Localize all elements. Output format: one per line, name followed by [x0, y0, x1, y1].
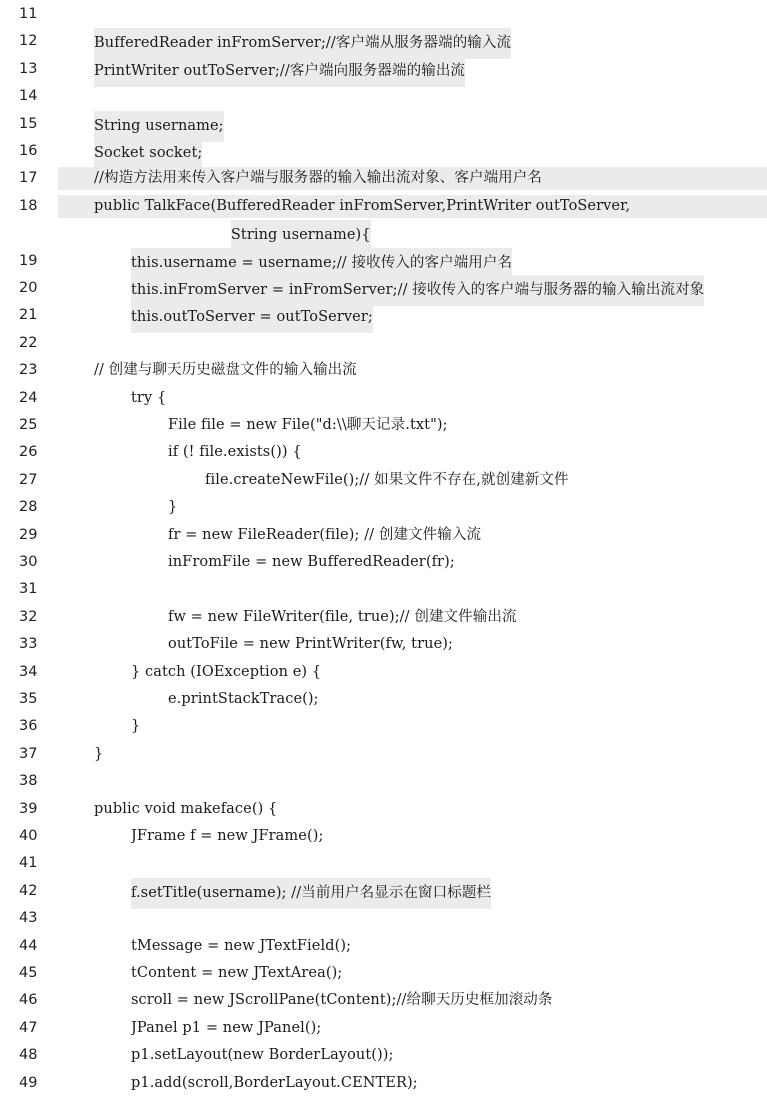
- line-number: 48: [19, 1047, 38, 1064]
- line-number: 38: [19, 773, 38, 790]
- code-line: [0, 275, 767, 302]
- line-number: 23: [19, 362, 38, 379]
- line-number: 42: [19, 882, 38, 899]
- line-number: 33: [19, 636, 38, 653]
- line-number: 46: [19, 992, 38, 1009]
- code-line: [0, 385, 767, 412]
- code-text: tContent = new JTextArea();: [131, 965, 343, 981]
- code-text: this.username = username;// 接收传入的客户端用户名: [131, 248, 512, 279]
- line-number: 22: [19, 334, 38, 351]
- code-line: [0, 768, 767, 795]
- line-number: 20: [19, 280, 38, 296]
- code-line: [0, 1042, 767, 1069]
- code-text: File file = new File("d:\\聊天记录.txt");: [168, 417, 448, 433]
- code-line: [0, 28, 767, 55]
- code-line: [0, 302, 767, 329]
- code-line: [0, 1070, 767, 1097]
- code-text: this.outToServer = outToServer;: [131, 302, 373, 333]
- code-line: [0, 1015, 767, 1042]
- line-number: 44: [19, 937, 38, 954]
- code-line: [0, 741, 767, 768]
- code-line: [0, 248, 767, 275]
- code-text: if (! file.exists()) {: [168, 444, 302, 461]
- code-text: f.setTitle(username); //当前用户名显示在窗口标题栏: [131, 878, 491, 909]
- line-number: 19: [19, 252, 38, 269]
- line-number: 30: [19, 554, 38, 570]
- code-line: [0, 1, 767, 28]
- line-number: 34: [19, 663, 38, 680]
- line-number: 43: [19, 910, 38, 927]
- line-number: 13: [19, 60, 38, 77]
- line-number: 14: [19, 88, 38, 105]
- line-number: 11: [19, 6, 38, 22]
- code-text: this.inFromServer = inFromServer;// 接收传入的客户端与服务器的输入输出流对象: [131, 275, 704, 306]
- line-number: 28: [19, 499, 38, 516]
- code-line: [0, 576, 767, 603]
- code-line: [0, 659, 767, 686]
- code-text: }: [131, 718, 141, 735]
- line-number: 25: [19, 417, 38, 433]
- code-text: try {: [131, 389, 167, 406]
- code-text: Socket socket;: [94, 138, 202, 169]
- code-text: outToFile = new PrintWriter(fw, true);: [168, 636, 453, 653]
- code-line: [0, 933, 767, 960]
- code-line: [0, 138, 767, 165]
- line-number: 40: [19, 828, 38, 844]
- code-text: fw = new FileWriter(file, true);// 创建文件输出流: [168, 608, 517, 625]
- code-line: [0, 960, 767, 987]
- line-number: 41: [19, 855, 38, 872]
- code-text: scroll = new JScrollPane(tContent);//给聊天历史框加滚动条: [131, 992, 553, 1009]
- line-number: 18: [19, 197, 38, 214]
- code-line: [0, 111, 767, 138]
- code-line: [0, 631, 767, 658]
- code-line: [0, 165, 767, 192]
- code-line: [0, 713, 767, 740]
- code-text: // 创建与聊天历史磁盘文件的输入输出流: [94, 362, 357, 379]
- code-text: } catch (IOException e) {: [131, 663, 322, 680]
- code-text: String username){: [231, 220, 371, 251]
- code-line: [0, 56, 767, 83]
- code-text: }: [94, 745, 104, 762]
- code-line: [0, 987, 767, 1014]
- code-text: public void makeface() {: [94, 800, 278, 817]
- code-text: inFromFile = new BufferedReader(fr);: [168, 554, 455, 570]
- code-line: [0, 439, 767, 466]
- code-text: tMessage = new JTextField();: [131, 937, 352, 954]
- code-text: p1.setLayout(new BorderLayout());: [131, 1047, 394, 1064]
- code-line: [0, 850, 767, 877]
- code-line: [0, 549, 767, 576]
- code-line: [0, 686, 767, 713]
- line-number: 17: [19, 170, 38, 187]
- line-number: 45: [19, 965, 38, 981]
- code-text: //构造方法用来传入客户端与服务器的输入输出流对象、客户端用户名: [94, 170, 542, 187]
- line-number: 31: [19, 581, 38, 598]
- code-line: [0, 604, 767, 631]
- code-line: [0, 494, 767, 521]
- code-text: fr = new FileReader(file); // 创建文件输入流: [168, 526, 482, 543]
- code-line: [0, 220, 767, 247]
- code-line: [0, 412, 767, 439]
- code-text: p1.add(scroll,BorderLayout.CENTER);: [131, 1074, 418, 1091]
- line-number: 36: [19, 718, 38, 735]
- line-number: 21: [19, 307, 38, 324]
- line-number: 26: [19, 444, 38, 461]
- line-number: 37: [19, 745, 38, 762]
- line-number: 49: [19, 1074, 38, 1091]
- code-text: JFrame f = new JFrame();: [131, 828, 324, 844]
- code-text: e.printStackTrace();: [168, 691, 319, 707]
- code-text: public TalkFace(BufferedReader inFromServer,PrintWriter outToServer,: [94, 197, 631, 214]
- line-number: 16: [19, 143, 38, 159]
- line-number: 24: [19, 389, 38, 406]
- line-number: 15: [19, 115, 38, 132]
- line-number: 29: [19, 526, 38, 543]
- code-text: }: [168, 499, 178, 516]
- line-number: 35: [19, 691, 38, 707]
- code-line: [0, 796, 767, 823]
- code-line: [0, 83, 767, 110]
- code-line: [0, 878, 767, 905]
- line-number: 39: [19, 800, 38, 817]
- code-line: [0, 823, 767, 850]
- code-text: JPanel p1 = new JPanel();: [131, 1019, 322, 1036]
- code-text: String username;: [94, 111, 224, 142]
- code-line: [0, 467, 767, 494]
- code-line: [0, 357, 767, 384]
- code-text: BufferedReader inFromServer;//客户端从服务器端的输入流: [94, 28, 511, 59]
- line-number: 47: [19, 1019, 38, 1036]
- code-line: [0, 193, 767, 220]
- code-text: PrintWriter outToServer;//客户端向服务器端的输出流: [94, 56, 465, 87]
- code-line: [0, 522, 767, 549]
- code-text: file.createNewFile();// 如果文件不存在,就创建新文件: [205, 471, 569, 488]
- line-number: 27: [19, 471, 38, 488]
- line-number: 12: [19, 33, 38, 50]
- code-line: [0, 905, 767, 932]
- code-line: [0, 330, 767, 357]
- line-number: 32: [19, 608, 38, 625]
